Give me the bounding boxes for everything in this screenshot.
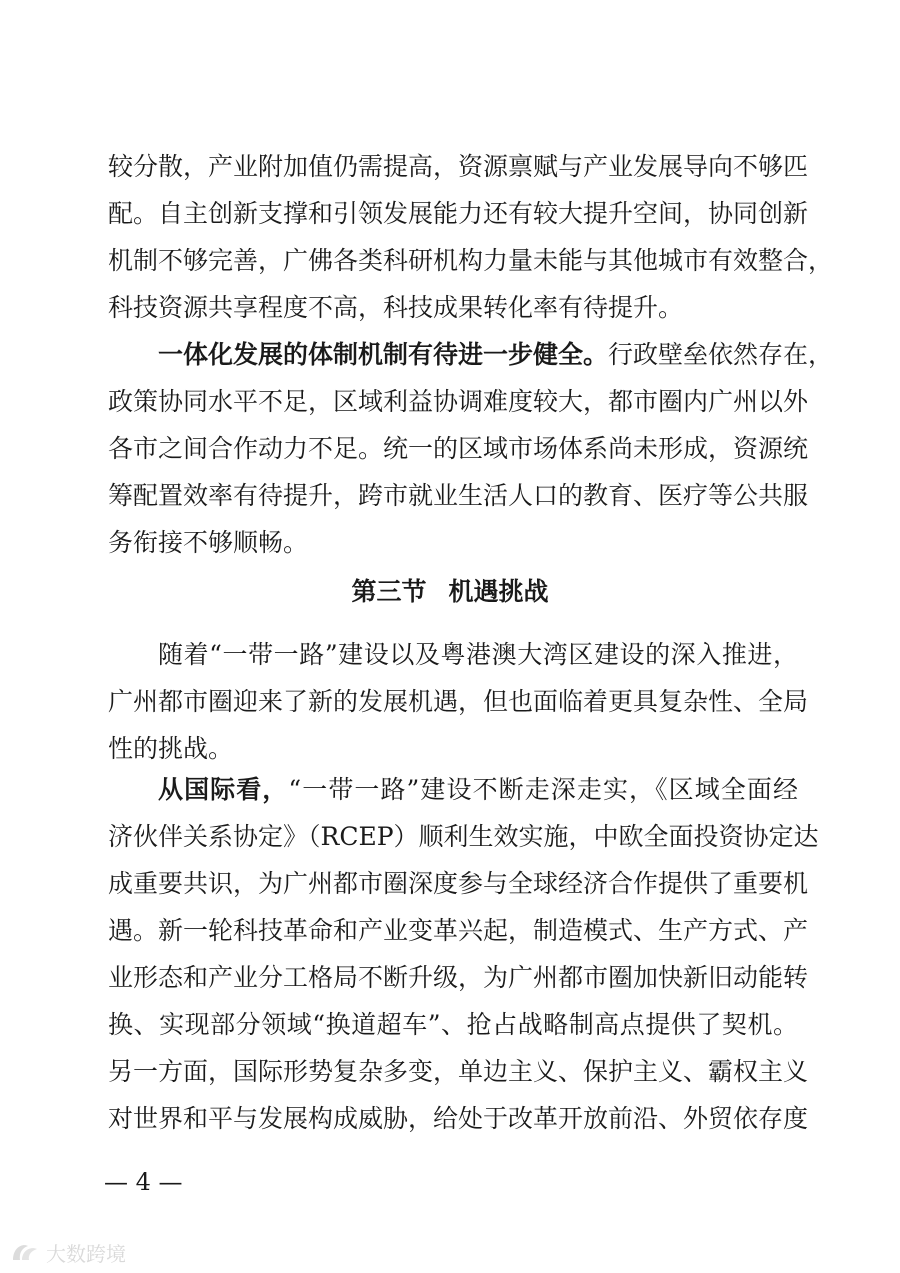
paragraph-2-line: 务衔接不够顺畅。 bbox=[108, 528, 309, 557]
paragraph-2-line: 筹配置效率有待提升，跨市就业生活人口的教育、医疗等公共服 bbox=[108, 481, 809, 510]
paragraph-4-line: 换、实现部分领域“换道超车”、抢占战略制高点提供了契机。 bbox=[108, 1010, 798, 1039]
paragraph-2-line: 各市之间合作动力不足。统一的区域市场体系尚未形成，资源统 bbox=[108, 434, 809, 463]
paragraph-1-line: 较分散，产业附加值仍需提高，资源禀赋与产业发展导向不够匹 bbox=[108, 152, 809, 181]
section-number: 第三节 bbox=[351, 577, 427, 606]
paragraph-4-first-line bbox=[158, 775, 798, 805]
paragraph-4-lead: 从国际看， bbox=[158, 775, 289, 804]
paragraph-1-line: 科技资源共享程度不高，科技成果转化率有待提升。 bbox=[108, 293, 684, 322]
paragraph-1-line: 机制不够完善，广佛各类科研机构力量未能与其他城市有效整合， bbox=[108, 246, 834, 275]
watermark-text: 大数跨境 bbox=[46, 1241, 126, 1266]
paragraph-2-lead-rest: 行政壁垒依然存在， bbox=[608, 340, 834, 369]
paragraph-4-line: 业形态和产业分工格局不断升级，为广州都市圈加快新旧动能转 bbox=[108, 963, 809, 992]
paragraph-3-line: 广州都市圈迎来了新的发展机遇，但也面临着更具复杂性、全局 bbox=[108, 687, 809, 716]
paragraph-4-line: 遇。新一轮科技革命和产业变革兴起，制造模式、生产方式、产 bbox=[108, 916, 809, 945]
paragraph-2-first-line bbox=[158, 340, 834, 370]
paragraph-4-lead-rest: “一带一路”建设不断走深走实，《区域全面经 bbox=[288, 775, 798, 804]
paragraph-4-line: 对世界和平与发展构成威胁，给处于改革开放前沿、外贸依存度 bbox=[108, 1104, 809, 1133]
page-number: — 4 — bbox=[104, 1168, 183, 1196]
paragraph-3-line: 性的挑战。 bbox=[108, 734, 234, 763]
paragraph-2-lead: 一体化发展的体制机制有待进一步健全。 bbox=[158, 340, 609, 369]
section-heading bbox=[0, 577, 900, 607]
watermark bbox=[10, 1238, 126, 1266]
paragraph-1-line: 配。自主创新支撑和引领发展能力还有较大提升空间，协同创新 bbox=[108, 199, 809, 228]
paragraph-3-line: 随着“一带一路”建设以及粤港澳大湾区建设的深入推进， bbox=[158, 640, 798, 669]
paragraph-2-line: 政策协同水平不足，区域利益协调难度较大，都市圈内广州以外 bbox=[108, 387, 809, 416]
paragraph-4-line: 另一方面，国际形势复杂多变，单边主义、保护主义、霸权主义 bbox=[108, 1057, 809, 1086]
section-title: 机遇挑战 bbox=[448, 577, 549, 606]
paragraph-4-line: 济伙伴关系协定》（RCEP）顺利生效实施，中欧全面投资协定达 bbox=[108, 822, 819, 851]
paragraph-4-line: 成重要共识，为广州都市圈深度参与全球经济合作提供了重要机 bbox=[108, 869, 809, 898]
brand-logo-icon bbox=[10, 1240, 40, 1264]
